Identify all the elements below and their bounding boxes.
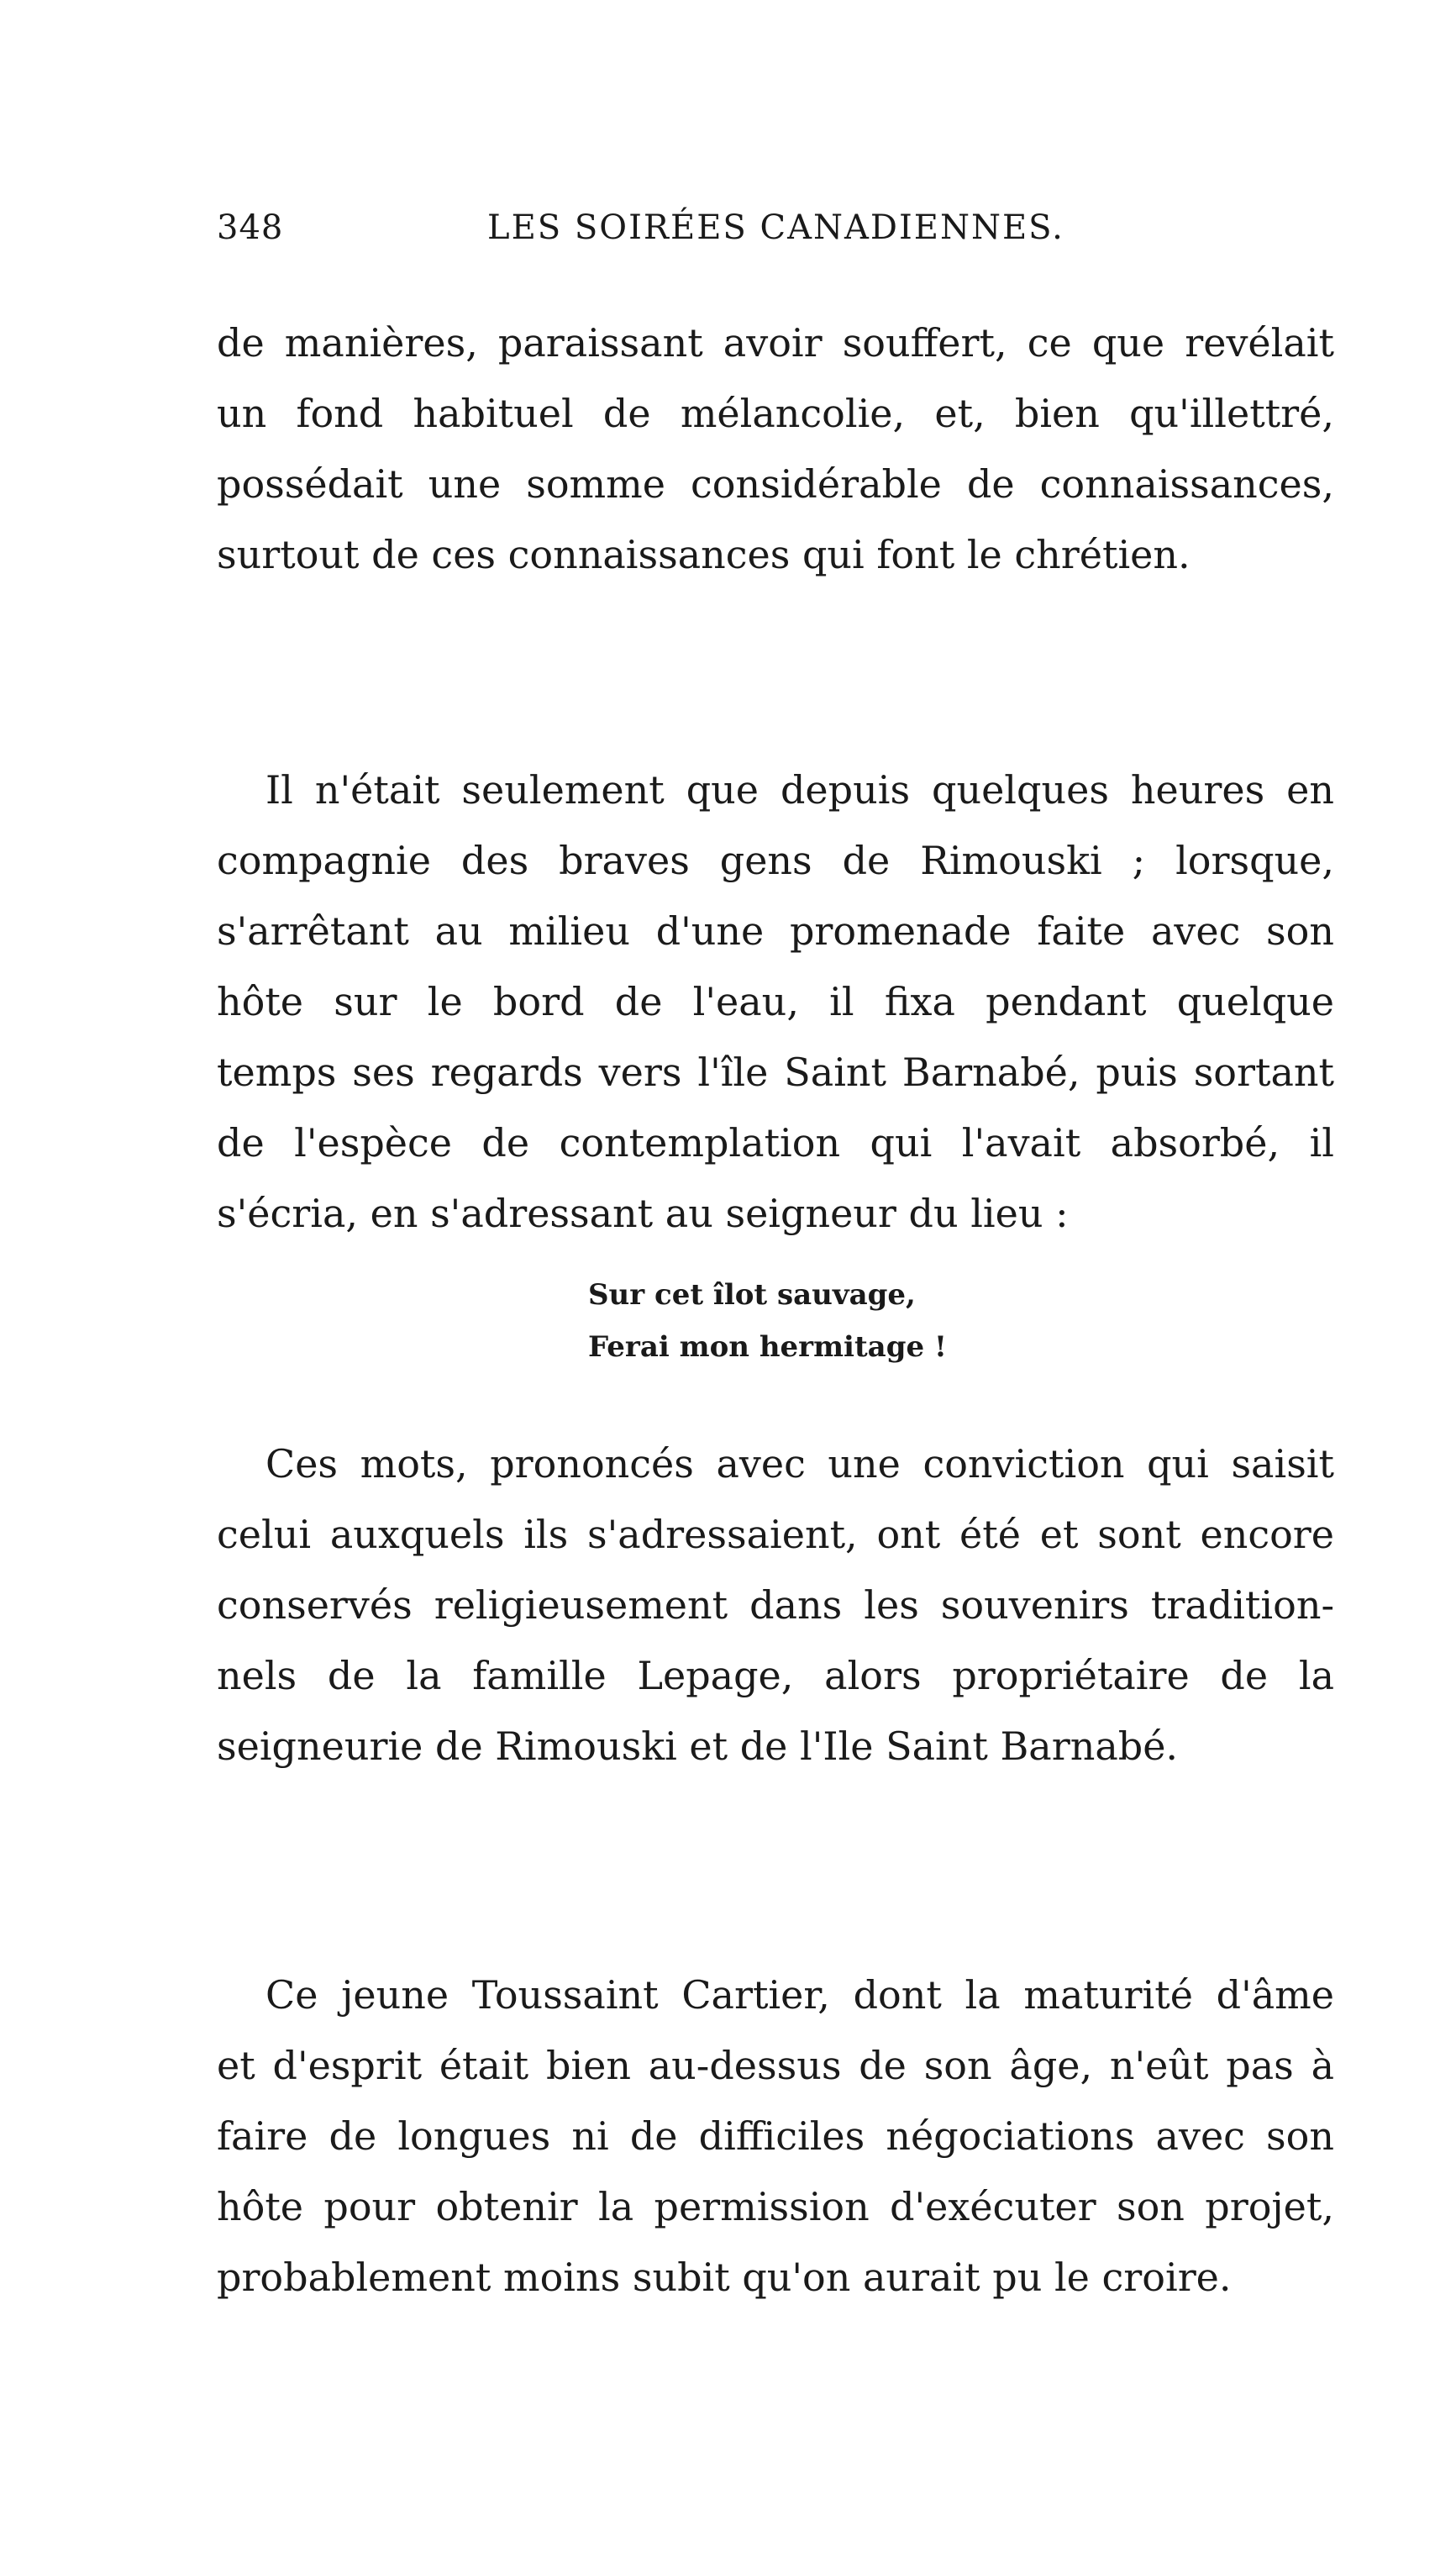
running-title: LES SOIRÉES CANADIENNES. bbox=[487, 208, 1064, 247]
verse-line: Sur cet îlot sauvage, bbox=[588, 1278, 916, 1312]
text-line: Ces mots, prononcés avec une conviction qui saisit bbox=[265, 1441, 1334, 1487]
text-line: s'arrêtant au milieu d'une promenade faite avec son bbox=[217, 908, 1334, 954]
paragraph-1 bbox=[217, 308, 1334, 590]
text-line: hôte sur le bord de l'eau, il fixa pendant quelque bbox=[217, 979, 1334, 1024]
paragraph-2 bbox=[217, 755, 1334, 1249]
verse-quote bbox=[588, 1269, 1092, 1373]
text-line: de manières, paraissant avoir souffert, ce que revélait bbox=[217, 320, 1334, 366]
text-line: celui auxquels ils s'adressaient, ont été et sont encore bbox=[217, 1512, 1334, 1557]
running-head bbox=[217, 208, 1124, 259]
verse-line: Ferai mon hermitage ! bbox=[588, 1330, 947, 1364]
text-line: Il n'était seulement que depuis quelques heures en bbox=[265, 767, 1334, 813]
text-line: probablement moins subit qu'on aurait pu le croire. bbox=[217, 2255, 1232, 2300]
text-line: seigneurie de Rimouski et de l'Ile Saint Barnabé. bbox=[217, 1723, 1179, 1769]
text-line: surtout de ces connaissances qui font le chrétien. bbox=[217, 532, 1191, 577]
text-line: temps ses regards vers l'île Saint Barnabé, puis sortant bbox=[217, 1050, 1334, 1095]
text-line: un fond habituel de mélancolie, et, bien qu'illettré, bbox=[217, 391, 1334, 436]
paragraph-4 bbox=[217, 1960, 1334, 2313]
text-line: hôte pour obtenir la permission d'exécuter son projet, bbox=[217, 2184, 1334, 2229]
text-line: compagnie des braves gens de Rimouski ; lorsque, bbox=[217, 838, 1334, 883]
text-line: de l'espèce de contemplation qui l'avait absorbé, il bbox=[217, 1120, 1334, 1166]
page-number: 348 bbox=[217, 208, 284, 247]
text-line: conservés religieusement dans les souvenirs tradition- bbox=[217, 1582, 1334, 1628]
text-line: s'écria, en s'adressant au seigneur du lieu : bbox=[217, 1191, 1069, 1236]
text-line: Ce jeune Toussaint Cartier, dont la maturité d'âme bbox=[265, 1972, 1334, 2018]
text-line: nels de la famille Lepage, alors propriétaire de la bbox=[217, 1653, 1334, 1698]
text-line: possédait une somme considérable de connaissances, bbox=[217, 461, 1334, 507]
text-line: et d'esprit était bien au-dessus de son âge, n'eût pas à bbox=[217, 2043, 1334, 2088]
paragraph-3 bbox=[217, 1429, 1334, 1781]
text-line: faire de longues ni de difficiles négociations avec son bbox=[217, 2113, 1334, 2159]
